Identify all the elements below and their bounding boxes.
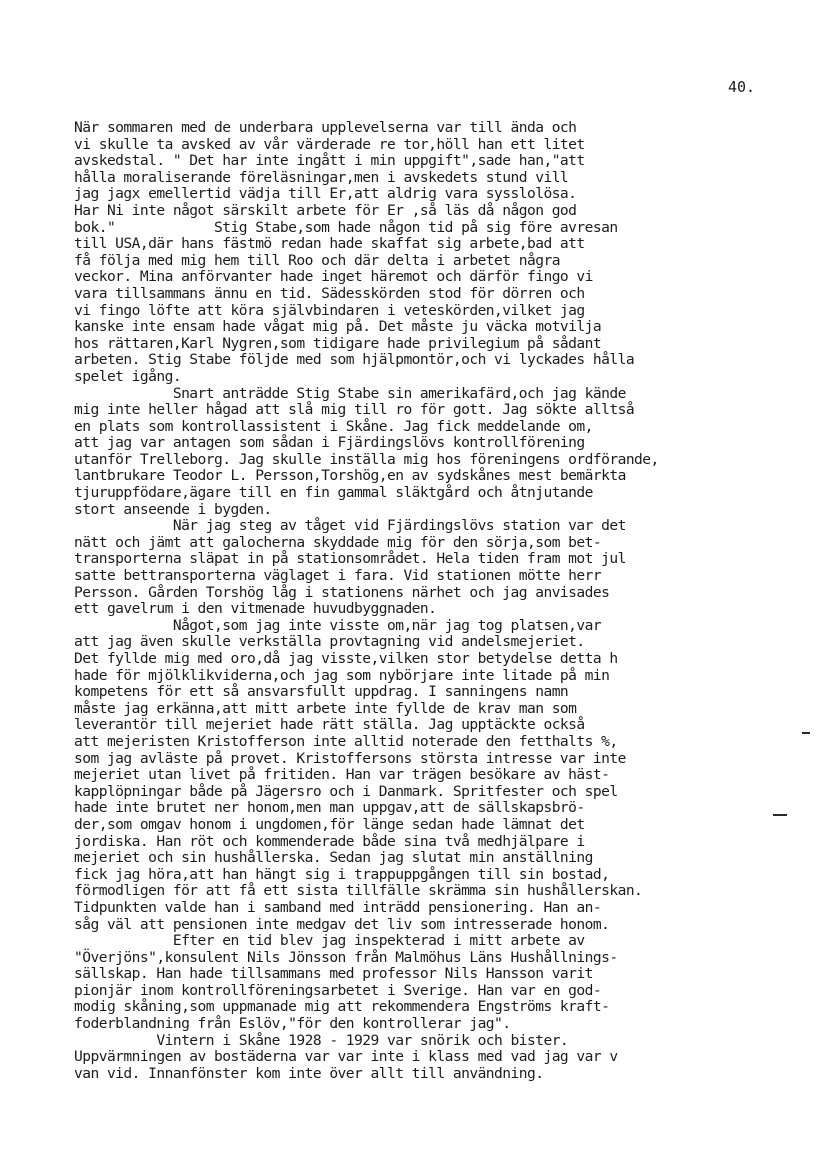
text-line: pionjär inom kontrollföreningsarbetet i Sverige. Han var en god- (74, 981, 602, 999)
text-line: van vid. Innanfönster kom inte över allt till användning. (74, 1064, 544, 1082)
text-line: mejeriet utan livet på fritiden. Han var trägen besökare av häst- (74, 766, 610, 784)
text-line: jag jagx emellertid vädja till Er,att aldrig vara sysslolösa. (74, 185, 577, 203)
text-line: få följa med mig hem till Roo och där delta i arbetet några (74, 251, 560, 269)
text-line: Persson. Gården Torshög låg i stationens närhet och jag anvisades (74, 583, 610, 601)
text-line: förmodligen för att få ett sista tillfälle skrämma sin hushållerskan. (74, 882, 643, 900)
text-line: utanför Trelleborg. Jag skulle inställa mig hos föreningens ordförande, (74, 450, 659, 468)
text-line: måste jag erkänna,att mitt arbete inte fyllde de krav man som (74, 699, 577, 717)
text-line: en plats som kontrollassistent i Skåne. Jag fick meddelande om, (74, 417, 593, 435)
text-line: ett gavelrum i den vitmenade huvudbyggnaden. (74, 600, 437, 618)
text-line: hade inte brutet ner honom,men man uppgav,att de sällskapsbrö- (74, 799, 585, 817)
text-line: Det fyllde mig med oro,då jag visste,vilken stor betydelse detta h (74, 650, 618, 667)
text-line: "Överjöns",konsulent Nils Jönsson från Malmöhus Läns Hushållnings- (74, 948, 618, 966)
text-line: vi skulle ta avsked av vår värderade re tor,höll han ett litet (74, 135, 585, 153)
text-line: att jag var antagen som sådan i Fjärdingslövs kontrollförening (74, 434, 585, 452)
text-line: När jag steg av tåget vid Fjärdingslövs station var det (74, 517, 626, 535)
margin-dash-mark (802, 732, 810, 734)
text-line: Efter en tid blev jag inspekterad i mitt arbete av (74, 932, 585, 950)
text-line: satte bettransporterna väglaget i fara. Vid stationen mötte herr (74, 567, 602, 585)
text-line: leverantör till mejeriet hade rätt ställa. Jag upptäckte också (74, 716, 585, 734)
text-line: kanske inte ensam hade vågat mig på. Det måste ju väcka motvilja (74, 318, 602, 336)
text-line: mejeriet och sin hushållerska. Sedan jag slutat min anställning (74, 849, 593, 867)
text-line: hålla moraliserande föreläsningar,men i avskedets stund vill (74, 168, 569, 186)
text-line: att mejeristen Kristofferson inte alltid noterade den fetthalts %, (74, 732, 618, 750)
page-number: 40. (728, 78, 756, 96)
margin-dash-mark (773, 814, 787, 816)
text-line: spelet igång. (74, 367, 182, 385)
text-line: Har Ni inte något särskilt arbete för Er ,så läs då någon god (74, 201, 577, 219)
text-line: nätt och jämt att galocherna skyddade mig för den sörja,som bet- (74, 533, 602, 551)
text-line: foderblandning från Eslöv,"för den kontrollerar jag". (74, 1015, 511, 1033)
text-line: jordiska. Han röt och kommenderade både sina två medhjälpare i (74, 832, 585, 850)
text-line: till USA,där hans fästmö redan hade skaffat sig arbete,bad att (74, 235, 585, 253)
text-line: modig skåning,som uppmanade mig att rekommendera Engströms kraft- (74, 998, 610, 1016)
text-line: der,som omgav honom i ungdomen,för länge sedan hade lämnat det (74, 815, 585, 833)
text-line: vara tillsammans ännu en tid. Sädesskörden stod för dörren och (74, 284, 585, 302)
text-line: arbeten. Stig Stabe följde med som hjälpmontör,och vi lyckades hålla (74, 351, 635, 369)
text-line: tjuruppfödare,ägare till en fin gammal släktgård och åtnjutande (74, 484, 593, 502)
text-line: hos rättaren,Karl Nygren,som tidigare hade privilegium på sådant (74, 334, 602, 352)
text-line: mig inte heller hågad att slå mig till ro för gott. Jag sökte alltså (74, 401, 635, 419)
text-line: Vintern i Skåne 1928 - 1929 var snörik och bister. (74, 1031, 569, 1049)
text-line: lantbrukare Teodor L. Persson,Torshög,en av sydskånes mest bemärkta (74, 467, 626, 485)
text-line: veckor. Mina anförvanter hade inget häremot och därför fingo vi (74, 268, 593, 286)
text-line: transporterna släpat in på stationsområdet. Hela tiden fram mot jul (74, 550, 626, 568)
text-line: Snart anträdde Stig Stabe sin amerikafärd,och jag kände (74, 384, 626, 402)
text-line: Något,som jag inte visste om,när jag tog platsen,var (74, 616, 602, 634)
text-line: Tidpunkten valde han i samband med inträdd pensionering. Han an- (74, 898, 602, 916)
text-line: sällskap. Han hade tillsammans med professor Nils Hansson varit (74, 965, 593, 983)
text-line: hade för mjölklikviderna,och jag som nybörjare inte litade på min (74, 666, 610, 684)
text-line: såg väl att pensionen inte medgav det liv som intresserade honom. (74, 915, 610, 933)
text-line: När sommaren med de underbara upplevelserna var till ända och (74, 119, 577, 136)
text-line: fick jag höra,att han hängt sig i trappuppgången till sin bostad, (74, 865, 610, 883)
text-line: stort anseende i bygden. (74, 500, 272, 518)
text-line: bok." Stig Stabe,som hade någon tid på sig före avresan (74, 218, 618, 236)
text-line: som jag avläste på provet. Kristoffersons största intresse var inte (74, 749, 626, 767)
text-line: kapplöpningar både på Jägersro och i Danmark. Spritfester och spel (74, 782, 618, 800)
text-line: att jag även skulle verkställa provtagning vid andelsmejeriet. (74, 633, 585, 651)
text-line: Uppvärmningen av bostäderna var var inte i klass med vad jag var v (74, 1048, 618, 1066)
text-line: vi fingo löfte att köra självbindaren i veteskörden,vilket jag (74, 301, 585, 319)
page-body-text (74, 120, 819, 1082)
text-line: avskedstal. " Det har inte ingått i min uppgift",sade han,"att (74, 152, 585, 170)
text-line: kompetens för ett så ansvarsfullt uppdrag. I sanningens namn (74, 683, 569, 701)
